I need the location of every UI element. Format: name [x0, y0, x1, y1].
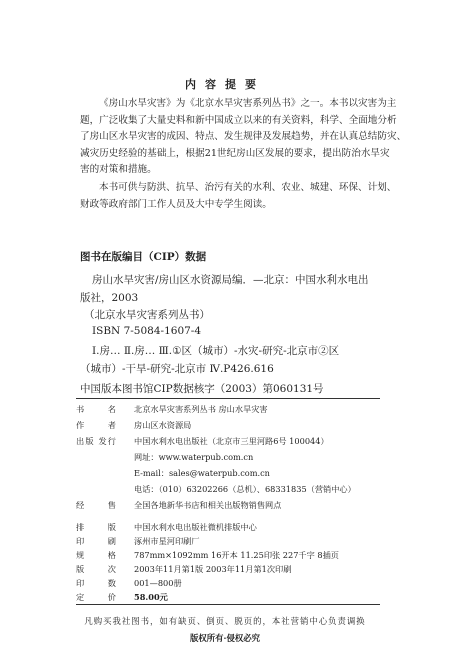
- cip-line: 房山水旱灾害/房山区水资源局编．—北京：中国水利水电出: [92, 274, 369, 286]
- colophon-value: 58.00元: [134, 592, 168, 602]
- colophon-value: E-mail：sales@waterpub.com.cn: [134, 468, 270, 478]
- colophon-value: 2003年11月第1版 2003年11月第1次印刷: [134, 564, 292, 574]
- colophon-value: 787mm×1092mm 16开本 11.25印张 227千字 8插页: [134, 550, 339, 560]
- summary-line: 《房山水旱灾害》为《北京水旱灾害系列丛书》之一。本书以灾害为主: [99, 98, 397, 109]
- summary-line: 财政等政府部门工作人员及大中专学生阅读。: [80, 198, 272, 210]
- summary-paragraph-1: [80, 96, 407, 179]
- colophon-value: 001—800册: [134, 578, 182, 588]
- colophon-bottom-rule: [76, 604, 380, 605]
- colophon-label: 作者: [76, 420, 116, 430]
- copyright-notice: 版权所有·侵权必究: [190, 633, 260, 643]
- colophon-label: 出版 发行: [76, 436, 116, 446]
- colophon-label: [76, 468, 120, 484]
- summary-line: 本书可供与防洪、抗旱、治污有关的水利、农业、城建、环保、计划、: [99, 182, 397, 193]
- colophon-value: 房山区水资源局: [134, 420, 192, 430]
- colophon-label: 版次: [76, 564, 116, 574]
- cip-line: 版社，2003: [80, 292, 139, 304]
- cip-line: 中国版本图书馆CIP数据核字（2003）第060131号: [80, 383, 324, 395]
- cip-line: ISBN 7-5084-1607-4: [92, 325, 202, 337]
- cip-line: （城市）-干旱-研究-北京市 Ⅳ.P426.616: [80, 363, 274, 375]
- colophon-label: 排版: [76, 522, 116, 532]
- colophon-label: 印数: [76, 578, 116, 588]
- summary-line: 减灾历史经验的基础上，根据21世纪房山区发展的要求，提出防治水旱灾: [80, 147, 390, 159]
- colophon-value: 北京水旱灾害系列丛书 房山水旱灾害: [134, 404, 268, 414]
- colophon-table: [76, 404, 380, 606]
- colophon-label: 印刷: [76, 536, 116, 546]
- colophon-label: 定价: [76, 592, 116, 602]
- colophon-value: 中国水利水电出版社微机排版中心: [134, 522, 257, 532]
- cip-line: Ⅰ.房… Ⅱ.房… Ⅲ.①区（城市）-水灾-研究-北京市②区: [92, 345, 340, 357]
- summary-title: 内容提要: [185, 78, 265, 91]
- summary-line: 了房山区水旱灾害的成因、特点、发生规律及发展趋势，并在认真总结防灾、: [80, 131, 407, 142]
- cip-line: （北京水旱灾害系列丛书）: [84, 309, 210, 321]
- replacement-notice: 凡购买我社图书，如有缺页、倒页、脱页的，本社营销中心负责调换: [84, 616, 366, 626]
- colophon-label: 规格: [76, 550, 116, 560]
- colophon-label: 经售: [76, 500, 116, 510]
- colophon-label: [76, 484, 120, 500]
- colophon-value: 中国水利水电出版社（北京市三里河路6号 100044）: [134, 436, 329, 446]
- colophon-label: [76, 452, 120, 468]
- summary-paragraph-2: [80, 180, 397, 213]
- summary-line: 害的对策和措施。: [80, 164, 157, 175]
- colophon-value: 涿州市星河印刷厂: [134, 536, 200, 546]
- summary-line: 题，广泛收集了大量史料和新中国成立以来的有关资料，科学、全面地分析: [80, 114, 397, 126]
- colophon-value: 电话：（010）63202266（总机）、68331835（营销中心）: [134, 484, 356, 494]
- colophon-top-rule: [76, 398, 380, 399]
- colophon-label: 书名: [76, 404, 116, 414]
- colophon-value: 全国各地新华书店和相关出版物销售网点: [134, 500, 282, 510]
- cip-heading: 图书在版编目（CIP）数据: [80, 251, 207, 263]
- colophon-value: 网址：www.waterpub.com.cn: [134, 452, 254, 462]
